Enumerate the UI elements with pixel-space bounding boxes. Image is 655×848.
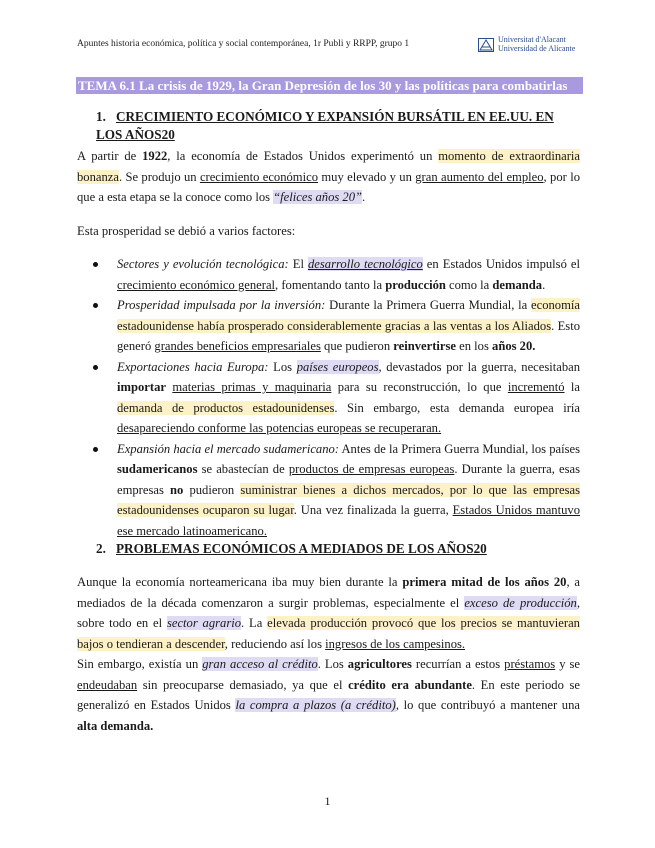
topic-title: TEMA 6.1 La crisis de 1929, la Gran Depresión de los 30 y las políticas para combatirlas bbox=[76, 77, 583, 94]
university-shield-icon bbox=[478, 38, 494, 52]
section-2-heading bbox=[96, 540, 580, 558]
section-2-number: 2. bbox=[96, 541, 106, 556]
section-2-paragraph-2: Sin embargo, existía un gran acceso al crédito. Los agricultores recurrían a estos préstamos y se endeudaban sin preocuparse demasiado, ya que el crédito era abundante. En este periodo se generalizó en Estados Unidos la compra a plazos (a crédito), lo que contribuyó a mantener una alta demanda. bbox=[77, 657, 580, 733]
list-item: Sectores y evolución tecnológica: El desarrollo tecnológico en Estados Unidos impulsó el crecimiento económico general, fomentando tanto la producción como la demanda. bbox=[77, 254, 580, 295]
section-1-heading bbox=[96, 108, 580, 144]
section-2-paragraph-1: Aunque la economía norteamericana iba muy bien durante la primera mitad de los años 20, a mediados de la década comenzaron a surgir problemas, especialmente el exceso de producción, sobre todo en el sector agrario. La elevada producción provocó que los precios se mantuvieran bajos o tendieran a descender, reduciendo así los ingresos de los campesinos. bbox=[77, 575, 581, 651]
section-1-number: 1. bbox=[96, 109, 106, 124]
section-1-title: CRECIMIENTO ECONÓMICO Y EXPANSIÓN BURSÁTIL EN EE.UU. EN LOS AÑOS20 bbox=[96, 109, 554, 142]
list-item: Expansión hacia el mercado sudamericano: Antes de la Primera Guerra Mundial, los países sudamericanos se abastecían de productos de empresas europeas. Durante la guerra, esas empresas no pudieron suministrar bienes a dichos mercados, por lo que las empresas estadounidenses ocuparon su lugar. Una vez finalizada la guerra, Estados Unidos mantuvo ese mercado latinoamericano. bbox=[77, 439, 580, 542]
list-item: Prosperidad impulsada por la inversión: Durante la Primera Guerra Mundial, la economía estadounidense había prosperado considerablemente gracias a las ventas a los Aliados. Esto generó grandes beneficios empresariales que pudieron reinvertirse en los años 20. bbox=[77, 295, 580, 357]
logo-line-2: Universidad de Alicante bbox=[498, 43, 576, 53]
section-2-title: PROBLEMAS ECONÓMICOS A MEDIADOS DE LOS AÑOS20 bbox=[116, 541, 487, 556]
list-item: Exportaciones hacia Europa: Los países europeos, devastados por la guerra, necesitaban importar materias primas y maquinaria para su reconstrucción, lo que incrementó la demanda de productos estadounidenses. Sin embargo, esta demanda europea iría desapareciendo conforme las potencias europeas se recuperaran. bbox=[77, 357, 580, 439]
university-logo bbox=[478, 36, 575, 53]
section-1-paragraph-1: A partir de 1922, la economía de Estados Unidos experimentó un momento de extraordinaria bonanza. Se produjo un crecimiento económico muy elevado y un gran aumento del empleo, por lo que a esta etapa se la conoce como los “felices años 20”. bbox=[77, 149, 581, 204]
page-number: 1 bbox=[324, 794, 331, 808]
section-1-paragraph-2: Esta prosperidad se debió a varios factores: bbox=[77, 224, 296, 238]
logo-line-1: Universitat d'Alacant bbox=[498, 35, 566, 44]
factors-list bbox=[77, 254, 580, 541]
page-header: Apuntes historia económica, política y social contemporánea, 1r Publi y RRPP, grupo 1 bbox=[77, 39, 410, 49]
